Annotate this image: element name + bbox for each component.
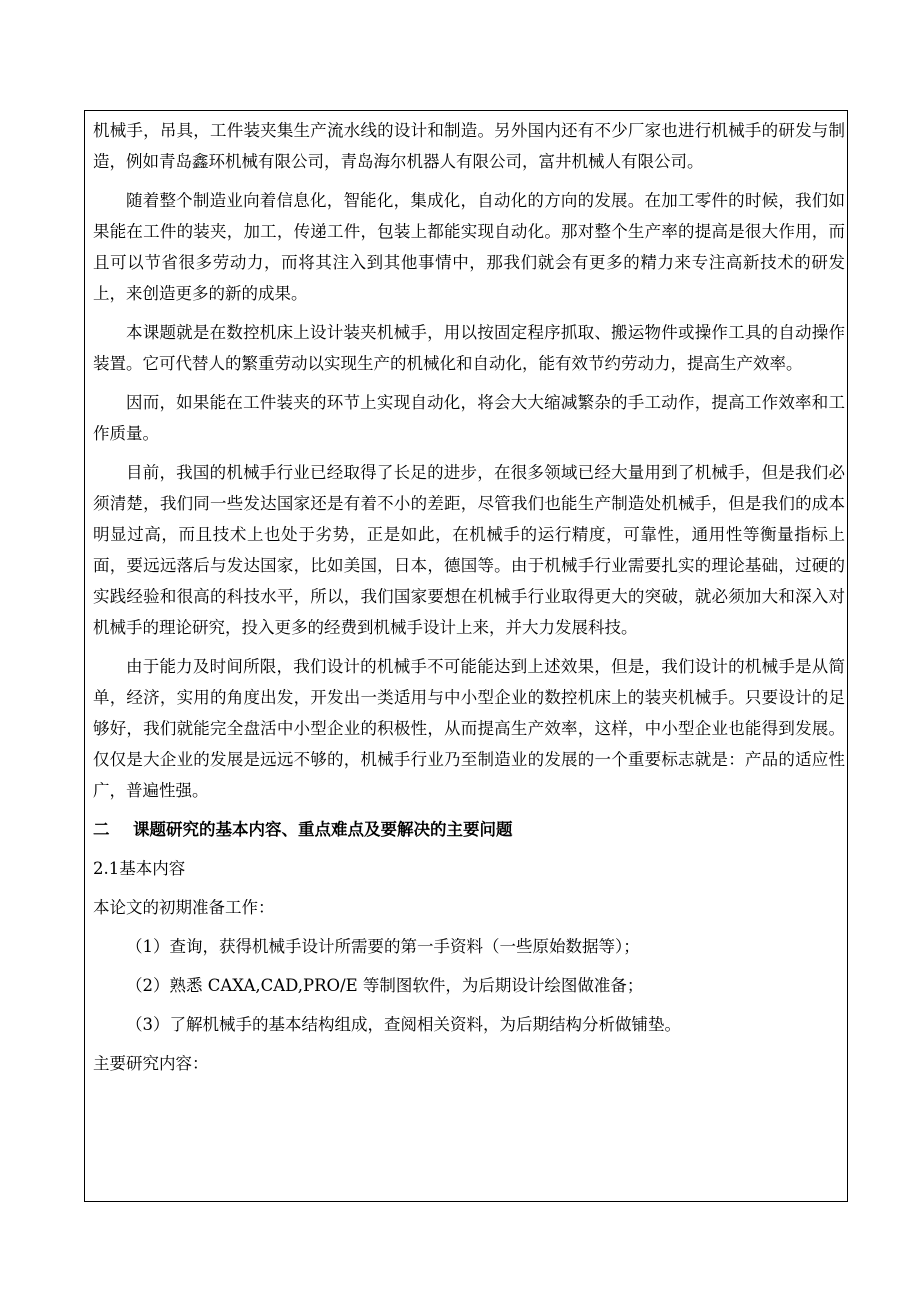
paragraph: 因而，如果能在工件装夹的环节上实现自动化，将会大大缩减繁杂的手工动作，提高工作效率和工作质量。 [93, 393, 845, 443]
paragraph: 随着整个制造业向着信息化，智能化，集成化，自动化的方向的发展。在加工零件的时候，我们如果能在工件的装夹，加工，传递工件，包装上都能实现自动化。那对整个生产率的提高是很大作用，而且可以节省很多劳动力，而将其注入到其他事情中，那我们就会有更多的精力来专注高新技术的研发上，来创造更多的新的成果。 [93, 191, 845, 303]
section-number: 二 [93, 820, 110, 839]
list-item: （1）查询，获得机械手设计所需要的第一手资料（一些原始数据等）； [126, 937, 640, 956]
list-item: （3）了解机械手的基本结构组成，查阅相关资料，为后期结构分析做铺垫。 [126, 1015, 681, 1034]
paragraph: 本课题就是在数控机床上设计装夹机械手，用以按固定程序抓取、搬运物件或操作工具的自动操作装置。它可代替人的繁重劳动以实现生产的机械化和自动化，能有效节约劳动力，提高生产效率。 [93, 323, 845, 373]
section-heading [93, 814, 845, 845]
subsection-title: 2.1基本内容 [93, 859, 186, 878]
document-body [93, 115, 845, 1087]
document-frame [84, 110, 848, 1202]
section-title: 课题研究的基本内容、重点难点及要解决的主要问题 [133, 820, 513, 839]
list-item: （2）熟悉 CAXA,CAD,PRO/E 等制图软件，为后期设计绘图做准备； [126, 976, 644, 995]
paragraph-continuation: 机械手，吊具，工件装夹集生产流水线的设计和制造。另外国内还有不少厂家也进行机械手的研发与制造，例如青岛鑫环机械有限公司，青岛海尔机器人有限公司，富井机械人有限公司。 [93, 121, 845, 171]
prep-intro: 本论文的初期准备工作： [93, 898, 275, 917]
paragraph: 目前，我国的机械手行业已经取得了长足的进步，在很多领域已经大量用到了机械手，但是我们必须清楚，我们同一些发达国家还是有着不小的差距，尽管我们也能生产制造处机械手，但是我们的成本明显过高，而且技术上也处于劣势，正是如此，在机械手的运行精度，可靠性，通用性等衡量指标上面，要远远落后与发达国家，比如美国，日本，德国等。由于机械手行业需要扎实的理论基础，过硬的实践经验和很高的科技水平，所以，我们国家要想在机械手行业取得更大的突破，就必须加大和深入对机械手的理论研究，投入更多的经费到机械手设计上来，并大力发展科技。 [93, 463, 845, 637]
main-research-label: 主要研究内容： [93, 1054, 209, 1073]
paragraph: 由于能力及时间所限，我们设计的机械手不可能能达到上述效果，但是，我们设计的机械手是从简单，经济，实用的角度出发，开发出一类适用与中小型企业的数控机床上的装夹机械手。只要设计的足够好，我们就能完全盘活中小型企业的积极性，从而提高生产效率，这样，中小型企业也能得到发展。仅仅是大企业的发展是远远不够的，机械手行业乃至制造业的发展的一个重要标志就是：产品的适应性广，普遍性强。 [93, 657, 845, 800]
